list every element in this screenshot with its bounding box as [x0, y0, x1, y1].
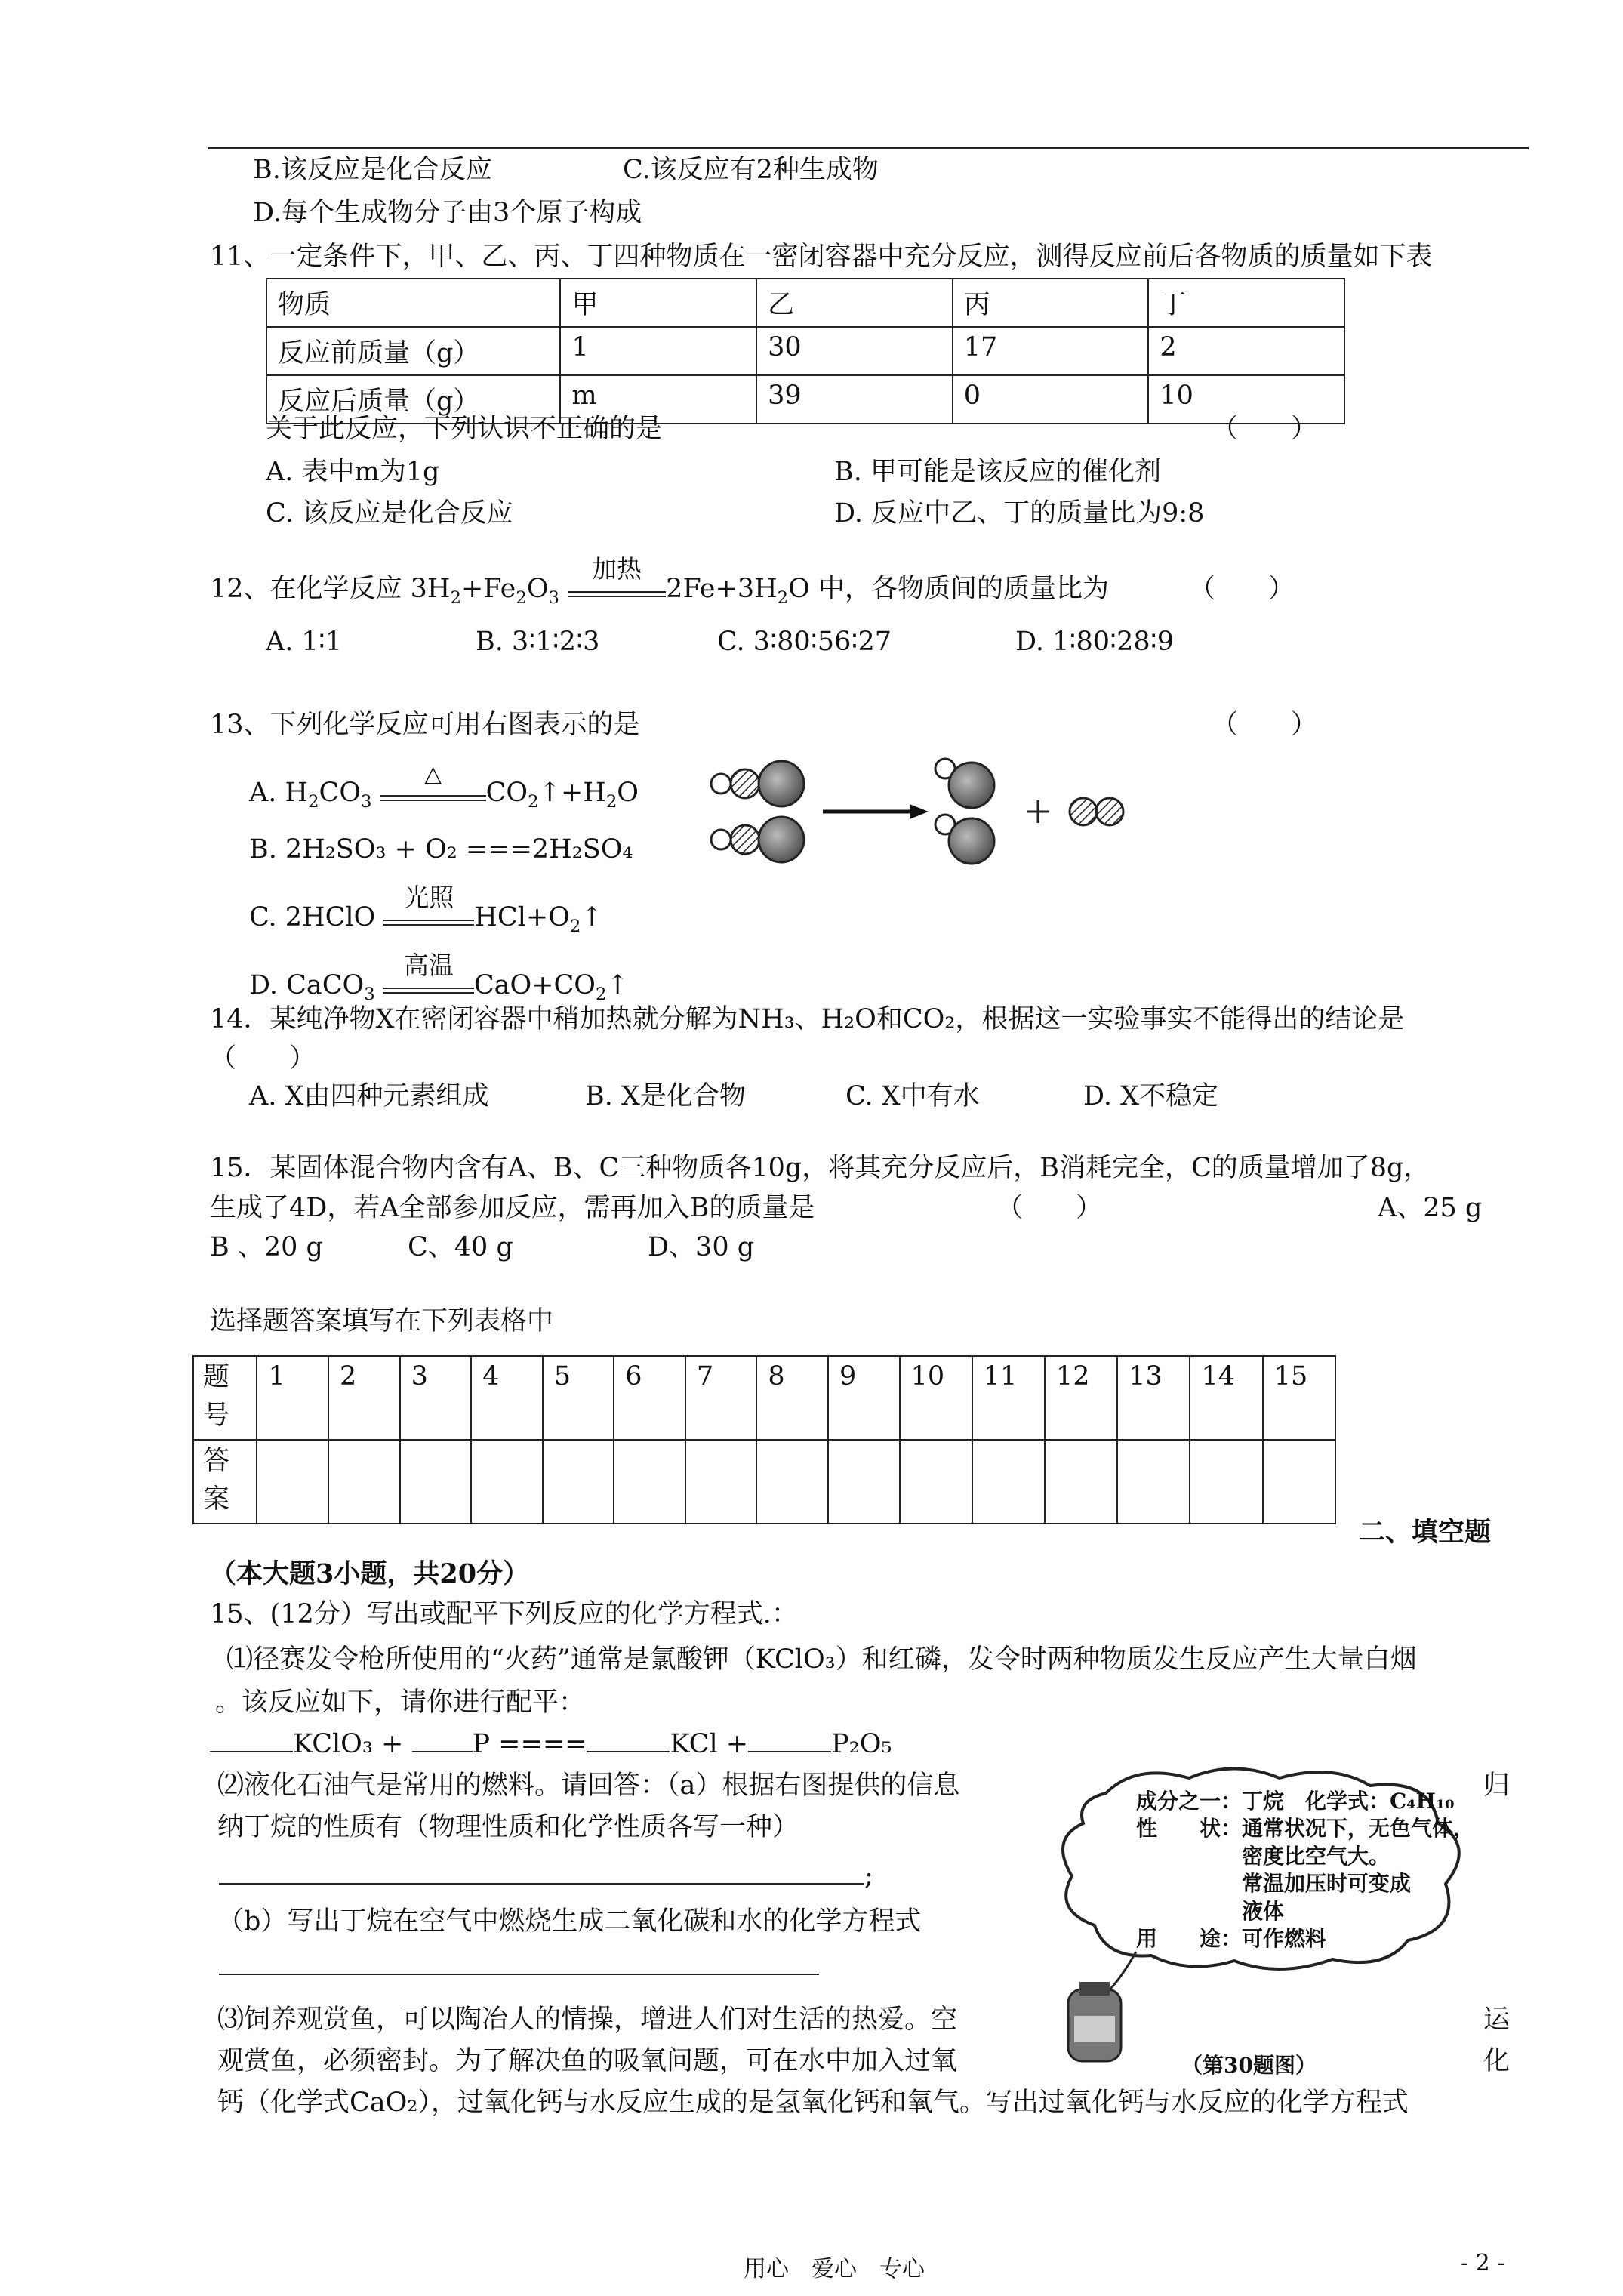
- q12-paren: （ ）: [1189, 574, 1295, 604]
- answer-row2-head-text: 答案: [203, 1446, 230, 1515]
- table-cell: 30: [756, 327, 953, 375]
- q15b-p3-line3: 钙（化学式CaO₂），过氧化钙与水反应生成的是氢氧化钙和氧气。写出过氧化钙与水反应的化学方程式: [217, 2088, 1409, 2118]
- table-cell: 乙: [756, 279, 953, 327]
- table-row: [266, 279, 1344, 327]
- table-cell: 1: [560, 327, 756, 375]
- answer-row1-head: [193, 1356, 257, 1440]
- plus-sign: [1027, 800, 1049, 823]
- answer-number-cell: 11: [972, 1356, 1045, 1440]
- figure-30-line6: 用 途：可作燃料: [1136, 1925, 1327, 1951]
- q13-d-product: CaO+CO: [473, 970, 596, 1000]
- product-molecule-3: [1070, 798, 1123, 825]
- q15b-p1-line1: ⑴径赛发令枪所使用的“火药”通常是氯酸钾（KClO₃）和红磷，发令时两种物质发生反应产生大量白烟: [226, 1644, 1417, 1675]
- table-cell: 丁: [1148, 279, 1344, 327]
- figure-30-line5: 液体: [1136, 1898, 1285, 1924]
- q13-option-c: C. 2HClO 光照 $HCl+O_2↑$: [249, 883, 603, 936]
- answer-input-cell[interactable]: [471, 1440, 543, 1524]
- answer-number-cell: 2: [328, 1356, 400, 1440]
- figure-30-caption: （第30题图）: [1181, 2053, 1317, 2078]
- q12-text-4: 2Fe+3H: [666, 574, 778, 604]
- answer-input-cell[interactable]: [972, 1440, 1045, 1524]
- q14-stem: 14．某纯净物X在密闭容器中稍加热就分解为NH₃、H₂O和CO₂，根据这一实验事实不能得出的结论是: [210, 1004, 1405, 1034]
- q15b-p2-line1: ⑵液化石油气是常用的燃料。请回答：（a）根据右图提供的信息: [217, 1771, 960, 1801]
- answer-table-title: 选择题答案填写在下列表格中: [210, 1306, 554, 1336]
- answer-blank-b[interactable]: [219, 1974, 819, 1975]
- answer-number-cell: 1: [257, 1356, 328, 1440]
- table-cell: 反应前质量（g）: [266, 327, 560, 375]
- eq-term-d: P₂O₅: [831, 1729, 892, 1759]
- q13-d-text: D. CaCO: [249, 970, 365, 1000]
- q13-d-condition: 高温: [403, 951, 454, 980]
- q12-condition-arrow: [568, 554, 666, 597]
- q14-option-c: C. X中有水: [845, 1081, 980, 1111]
- q13-d-tail: ↑: [606, 970, 629, 1000]
- answer-input-cell[interactable]: [828, 1440, 900, 1524]
- table-cell: 0: [953, 375, 1149, 424]
- answer-input-cell[interactable]: [614, 1440, 685, 1524]
- q12-option-c: C. 3∶80∶56∶27: [717, 627, 892, 657]
- q13-c-product: HCl+O: [474, 902, 570, 932]
- table-row: [266, 327, 1344, 375]
- blank-1[interactable]: [210, 1751, 293, 1752]
- q15-option-a: A、25 g: [1378, 1193, 1483, 1223]
- q13-a-tail: ↑+H: [538, 778, 606, 808]
- q13-stem: 13、下列化学反应可用右图表示的是: [210, 710, 640, 740]
- q13-d-arrow: [383, 951, 474, 994]
- answer-input-cell[interactable]: [756, 1440, 828, 1524]
- reactant-molecule-1: [711, 761, 804, 806]
- q15-option-b: B 、20 g: [210, 1232, 323, 1262]
- answer-row2-head: [193, 1440, 257, 1524]
- eq-term-a: KClO₃ +: [293, 1729, 404, 1759]
- blank-2[interactable]: [412, 1751, 473, 1752]
- answer-number-cell: 10: [900, 1356, 972, 1440]
- figure-30-line2: 性 状：通常状况下，无色气体，: [1136, 1816, 1475, 1841]
- page-number: - 2 -: [1461, 2250, 1505, 2276]
- q13-a-end: O: [617, 778, 639, 808]
- q15b-p2-answer-line: [219, 1861, 873, 1891]
- table-cell: 39: [756, 375, 953, 424]
- q15b-p2-line2: 纳丁烷的性质有（物理性质和化学性质各写一种）: [217, 1812, 799, 1842]
- q12-stem: 12、在化学反应 $3H_2+Fe_2O_3$ 加热 $2Fe+3H_2O$ 中，各物质间的质量比为: [210, 554, 1109, 608]
- q11-question: 关于此反应，下列认识不正确的是: [266, 414, 663, 444]
- option-c-top: C.该反应有2种生成物: [623, 155, 879, 185]
- table-cell: 2: [1148, 327, 1344, 375]
- section2-subtitle: （本大题3小题，共20分）: [210, 1558, 530, 1589]
- q11-option-a: A. 表中m为1g: [266, 457, 440, 487]
- figure-30-line3: 密度比空气大。: [1136, 1843, 1390, 1869]
- figure-30-line1: 成分之一：丁烷 化学式：C₄H₁₀: [1136, 1789, 1455, 1814]
- q13-option-a: A. $H_2CO_3$ △ $CO_2↑+H_2O$: [249, 761, 639, 812]
- table-row: [193, 1356, 1335, 1440]
- answer-number-cell: 7: [685, 1356, 757, 1440]
- q15b-p3-right2: 化: [1483, 2046, 1511, 2076]
- q15-line2: 生成了4D，若A全部参加反应，需再加入B的质量是: [210, 1193, 815, 1223]
- answer-number-cell: 3: [400, 1356, 472, 1440]
- q14-paren: （ ）: [210, 1043, 316, 1074]
- figure-30-text: [1136, 1788, 1474, 1952]
- answer-number-cell: 13: [1117, 1356, 1190, 1440]
- blank-4[interactable]: [748, 1751, 831, 1752]
- q14-option-a: A. X由四种元素组成: [249, 1081, 489, 1111]
- q15-paren: （ ）: [996, 1193, 1103, 1223]
- q13-c-text: C. 2HClO: [249, 902, 376, 932]
- q11-option-b: B. 甲可能是该反应的催化剂: [834, 457, 1161, 487]
- blank-3[interactable]: [587, 1751, 670, 1752]
- q13-c-arrow: [383, 883, 474, 926]
- q12-condition: 加热: [592, 554, 642, 584]
- cloud-tail: [1110, 1952, 1136, 1989]
- q13-option-d: D. CaCO$_3$ 高温 $CaO+CO_2↑$: [249, 951, 629, 1004]
- top-rule: [208, 147, 1529, 149]
- table-cell: 物质: [266, 279, 560, 327]
- table-cell: 10: [1148, 375, 1344, 424]
- q13-a-arrow: [380, 761, 486, 801]
- answer-number-cell: 6: [614, 1356, 685, 1440]
- q15b-p3-line2: 观赏鱼，必须密封。为了解决鱼的吸氧问题，可在水中加入过氧: [217, 2046, 958, 2076]
- table-cell: 甲: [560, 279, 756, 327]
- product-molecule-1: [935, 759, 994, 808]
- q15b-p2-answer-line-b: [219, 1952, 819, 1982]
- q13-a-text: A. H: [249, 778, 309, 808]
- answer-input-cell[interactable]: [257, 1440, 328, 1524]
- section2-title: 二、填空题: [1359, 1517, 1492, 1548]
- reactant-molecule-2: [711, 817, 804, 862]
- q15-option-c: C、40 g: [408, 1232, 513, 1262]
- q11-paren: （ ）: [1212, 414, 1318, 444]
- q15b-p2-right1: 归: [1483, 1771, 1511, 1801]
- option-b-top: B.该反应是化合反应: [253, 155, 492, 185]
- q15b-p1-line2: 。该反应如下，请你进行配平：: [215, 1687, 586, 1718]
- answer-input-cell[interactable]: [1045, 1440, 1117, 1524]
- answer-number-cell: 14: [1190, 1356, 1262, 1440]
- q14-option-b: B. X是化合物: [585, 1081, 746, 1111]
- answer-number-cell: 5: [543, 1356, 614, 1440]
- answer-number-cell: 12: [1045, 1356, 1117, 1440]
- answer-input-cell[interactable]: [1117, 1440, 1190, 1524]
- q12-text-2: +Fe: [460, 574, 516, 604]
- q15b-p3-right1: 运: [1483, 2005, 1511, 2035]
- eq-term-c: KCl +: [670, 1729, 749, 1759]
- answer-input-cell[interactable]: [400, 1440, 472, 1524]
- option-d-top: D.每个生成物分子由3个原子构成: [253, 198, 642, 228]
- q14-option-d: D. X不稳定: [1083, 1081, 1218, 1111]
- answer-blank-a[interactable]: [219, 1883, 864, 1885]
- q15b-p1-equation: [210, 1729, 892, 1759]
- footer-motto: 用心 爱心 专心: [744, 2256, 925, 2282]
- q13-c-condition: 光照: [404, 883, 454, 912]
- eq-term-b: P ====: [472, 1729, 587, 1759]
- q13-a-condition: △: [424, 761, 442, 787]
- q15b-stem: 15、(12分）写出或配平下列反应的化学方程式.：: [210, 1599, 798, 1629]
- arrow: [823, 804, 929, 819]
- table-cell: 反应后质量（g）: [266, 375, 560, 424]
- answer-number-cell: 15: [1263, 1356, 1335, 1440]
- answer-input-cell[interactable]: [328, 1440, 400, 1524]
- figure-30-line4: 常温加压时可变成: [1136, 1871, 1412, 1897]
- answer-table: [192, 1355, 1336, 1524]
- answer-number-cell: 4: [471, 1356, 543, 1440]
- q12-option-a: A. 1∶1: [266, 627, 343, 657]
- q13-reaction-diagram: [702, 747, 1170, 883]
- q11-table: [266, 278, 1345, 424]
- answer-number-cell: 8: [756, 1356, 828, 1440]
- answer-input-cell[interactable]: [685, 1440, 757, 1524]
- product-molecule-2: [935, 815, 994, 864]
- q11-option-c: C. 该反应是化合反应: [266, 498, 513, 529]
- gas-cylinder-icon: [1068, 1982, 1121, 2061]
- answer-row1-head-text: 题号: [203, 1362, 230, 1431]
- answer-input-cell[interactable]: [543, 1440, 614, 1524]
- answer-input-cell[interactable]: [1263, 1440, 1335, 1524]
- answer-number-cell: 9: [828, 1356, 900, 1440]
- q11-stem: 11、一定条件下，甲、乙、丙、丁四种物质在一密闭容器中充分反应，测得反应前后各物质的质量如下表: [210, 242, 1433, 272]
- table-row: [193, 1440, 1335, 1524]
- q12-text-1: 12、在化学反应 3H: [210, 574, 451, 604]
- q12-text-5: O 中，各物质间的质量比为: [788, 574, 1109, 604]
- answer-input-cell[interactable]: [900, 1440, 972, 1524]
- q15-line1: 15．某固体混合物内含有A、B、C三种物质各10g，将其充分反应后，B消耗完全，C的质量增加了8g，: [210, 1153, 1431, 1183]
- q12-option-d: D. 1∶80∶28∶9: [1015, 627, 1174, 657]
- q15-option-d: D、30 g: [648, 1232, 755, 1262]
- q15b-p2-b: （b）写出丁烷在空气中燃烧生成二氧化碳和水的化学方程式: [217, 1906, 922, 1937]
- q13-a-product: CO: [485, 778, 528, 808]
- q11-option-d: D. 反应中乙、丁的质量比为9:8: [834, 498, 1205, 529]
- q13-paren: （ ）: [1212, 710, 1318, 740]
- semicolon: ;: [864, 1861, 873, 1891]
- table-cell: m: [560, 375, 756, 424]
- q12-option-b: B. 3∶1∶2∶3: [476, 627, 600, 657]
- q12-text-3: O: [526, 574, 549, 604]
- q13-c-tail: ↑: [581, 902, 603, 932]
- q13-option-b: B. 2H₂SO₃ + O₂ ===2H₂SO₄: [249, 834, 633, 864]
- table-cell: 17: [953, 327, 1149, 375]
- q15b-p3-line1: ⑶饲养观赏鱼，可以陶冶人的情操，增进人们对生活的热爱。空: [217, 2005, 958, 2035]
- table-cell: 丙: [953, 279, 1149, 327]
- answer-input-cell[interactable]: [1190, 1440, 1262, 1524]
